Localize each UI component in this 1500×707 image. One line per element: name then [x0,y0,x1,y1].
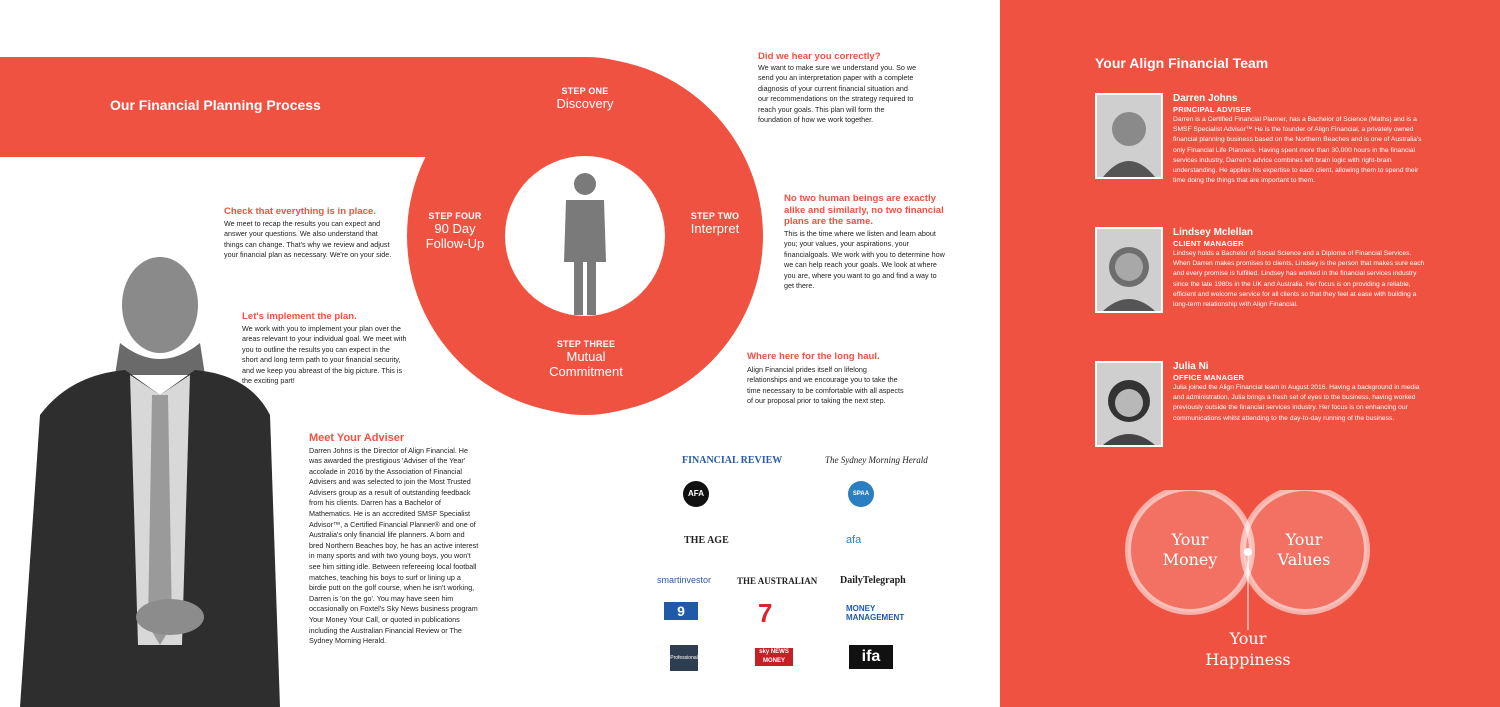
member-bio: Lindsey holds a Bachelor of Social Science and a Diploma of Financial Services. When Darren makes promises to clients, Lindsey is the person that makes sure each and every promise is fulfilled. Lindsey has worked in the financial services industry since the late 1980s in the UK and Australia. Her focus is on providing a reliable, efficient and welcome service for all clients so that they feel at ease with building a long-term relationship with Align Financial. [1173,250,1425,309]
logo-seven: 7 [758,598,773,628]
block-adviser-text: Darren Johns is the Director of Align Financial. He was awarded the prestigious 'Adviser of the Year' accolade in 2016 by the Association of Financial Advisers and was selected to join the Most Trusted Advisers group as a result of outstanding feedback from his clients. Darren has a Bachelor of Mathematics. He is an accredited SMSF Specialist Advisor™, a Certified Financial Planner® and one of Australia's only financial life planners. A born and bred Northern Beaches boy, he has an active interest in many sports and with two young boys, you won't see him sitting idle. Between refereeing local football matches, teaching his boys to surf or lining up a birdie putt on the golf course, when he isn't working, Darren is 'on the go'. You may have seen him occasionally on Foxtel's Sky News business program Your Money Your Call, or quoted in publications including the Australian Financial Review or The Sydney Morning Herald. [309,445,479,646]
venn-values-line2: Values [1277,550,1331,569]
logo-money-management: MONEY MANAGEMENT [846,604,905,622]
venn-values-line1: Your [1285,530,1323,549]
member-bio: Darren is a Certified Financial Planner, has a Bachelor of Science (Maths) and is a SMSF Specialist Advisor™ He is the founder of Align Financial, a privately owned financial planning business based on the Northern Beaches and is one of Australia's only Financial Life Planners. Having spent more than 30,000 hours in the financial services industry, Darren's advice combines left brain logic with right-brain understanding. He applies his expertise to each client, allowing them to spend their time doing the things that are important to them. [1173,116,1422,185]
block-human-text: This is the time where we listen and learn about you; your values, your aspirations, your financialgoals. We work with you to determine how we can help reach your goals. We look at where you are, where you want to go and find a way to get there. [784,228,945,291]
avatar [1095,93,1163,179]
venn-happiness-line2: Happiness [1205,650,1291,669]
block-implement-text: We work with you to implement your plan over the areas relevant to your individual goal. We meet with you to outline the results you can expect in the short and long term path to your financial security, and we keep you abreast of the big picture. This is the exciting part! [242,323,407,386]
logo-daily-telegraph: DailyTelegraph [840,575,906,586]
member-name: Lindsey Mclellan [1173,227,1254,238]
logo-ifa: ifa [849,645,893,669]
venn-label-happiness [1188,628,1308,670]
block-adviser [309,433,479,647]
member-role: CLIENT MANAGER [1173,239,1244,248]
team-panel [1000,0,1500,707]
venn-happiness-line1: Your [1229,629,1267,648]
block-implement-heading: Let's implement the plan. [242,311,357,322]
logo-spaa: SPAA [848,481,874,507]
step-two-name: Interpret [690,221,740,236]
step-two [672,211,758,236]
member-name: Julia Ni [1173,361,1209,372]
step-four-name: 90 Day Follow-Up [425,221,485,251]
logo-financial-review: FINANCIAL REVIEW [682,455,783,466]
block-longhaul-heading: Where here for the long haul. [747,351,880,362]
member-role: PRINCIPAL ADVISER [1173,105,1252,114]
logo-the-australian: THE AUSTRALIAN [737,576,818,586]
logo-smh: The Sydney Morning Herald [825,455,928,465]
step-three-num: STEP THREE [556,339,616,349]
page-title: Our Financial Planning Process [110,97,321,113]
block-hear-text: We want to make sure we understand you. So we send you an interpretation paper with a complete diagnosis of your current financial situation and our recommendations on the strategy required to reach your goals. This plan will form the foundation of how we work together. [758,62,917,125]
logo-professional: Professional [670,645,698,671]
venn-label-money [1152,530,1228,570]
step-one-name: Discovery [556,96,614,111]
member-bio: Julia joined the Align Financial team in August 2016. Having a background in media and administration, Julia brings a fresh set of eyes to the business, having worked previously outside the financial services industry. Her focus is on enhancing our communications whilst attending to the day-to-day running of the business. [1173,384,1420,422]
block-human-heading: No two human beings are exactly alike and similarly, no two financial plans are the same. [784,193,944,227]
logo-the-age: THE AGE [684,535,729,546]
member-role: OFFICE MANAGER [1173,373,1245,382]
venn-pointer-dot [1244,548,1252,556]
block-longhaul [747,351,909,407]
member-name: Darren Johns [1173,93,1238,104]
avatar [1095,361,1163,447]
step-four [418,211,492,251]
step-one-num: STEP ONE [561,86,609,96]
block-hear-heading: Did we hear you correctly? [758,51,881,62]
venn-money-line2: Money [1162,550,1218,569]
block-hear [758,51,918,126]
avatar [1095,227,1163,313]
block-human [784,193,946,292]
logo-afa-text: AFA [688,489,704,498]
step-three-name: Mutual Commitment [549,349,623,379]
adviser-photo [0,245,300,707]
venn-label-values [1266,530,1342,570]
step-two-num: STEP TWO [690,211,740,221]
block-longhaul-text: Align Financial prides itself on lifelong relationships and we encourage you to take the time necessary to be comfortable with all aspects of our proposal prior to taking the next step. [747,364,904,406]
step-one [540,86,630,111]
block-check-text: We meet to recap the results you can expect and answer your questions. We also understand that things can change. That's why we review and adjust your financial plan as necessary. We're on your side. [224,218,392,260]
logo-afa-small: afa [846,534,862,546]
logo-sky-news: sky NEWS MONEY [755,648,793,666]
step-four-num: STEP FOUR [428,211,482,221]
logo-nine: 9 [664,602,698,620]
block-adviser-heading: Meet Your Adviser [309,432,405,444]
logo-smart-investor: smartinvestor [657,575,712,585]
team-title: Your Align Financial Team [1095,55,1269,71]
venn-money-line1: Your [1171,530,1209,549]
step-three [533,339,639,379]
block-check-heading: Check that everything is in place. [224,206,376,217]
